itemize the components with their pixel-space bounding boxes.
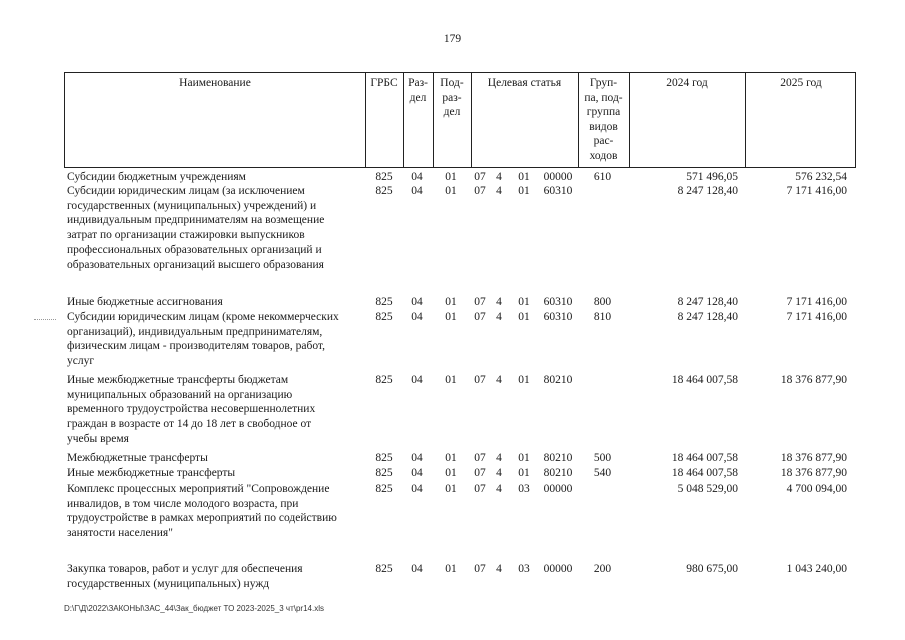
grbs-cell: 825 <box>375 483 393 495</box>
row-name: Иные межбюджетные трансферты бюджетам муниципальных образований на организацию временного трудоустройства несовершеннолетних граждан в возрасте от 14 до 18 лет в свободное от учебы время <box>67 374 316 445</box>
amount-2025: 576 232,54 <box>795 171 847 183</box>
header-podrazdel: Под- раз- дел <box>440 77 464 119</box>
target-part-4: 00000 <box>543 483 573 495</box>
grbs-cell: 825 <box>375 452 393 464</box>
scan-artifact <box>34 319 56 322</box>
target-part-2: 4 <box>496 171 502 183</box>
podrazdel-cell: 01 <box>445 296 457 308</box>
amount-2025: 18 376 877,90 <box>780 374 847 386</box>
row-name: Субсидии юридическим лицам (за исключением государственных (муниципальных) учреждений) и индивидуальным предпринимателям на возмещение затрат по организации стажировки выпускников профессиональных образовательных организаций и образовательных организаций высшего образования <box>67 185 325 271</box>
target-part-2: 4 <box>496 311 502 323</box>
podrazdel-cell: 01 <box>445 374 457 386</box>
grbs-cell: 825 <box>375 311 393 323</box>
group-cell: 810 <box>593 311 612 323</box>
amount-2024: 980 675,00 <box>686 563 738 575</box>
target-part-1: 07 <box>474 483 486 495</box>
amount-2024: 5 048 529,00 <box>677 483 738 495</box>
group-cell: 200 <box>593 563 612 575</box>
amount-2024: 18 464 007,58 <box>671 467 738 479</box>
row-name: Межбюджетные трансферты <box>67 452 208 464</box>
target-part-3: 01 <box>518 452 530 464</box>
target-part-2: 4 <box>496 452 502 464</box>
amount-2024: 571 496,05 <box>686 171 738 183</box>
target-part-1: 07 <box>474 374 486 386</box>
target-part-4: 60310 <box>543 185 573 197</box>
target-part-4: 80210 <box>543 467 573 479</box>
table-header <box>64 72 856 168</box>
header-expense-group: Груп- па, под- группа видов рас- ходов <box>584 77 623 162</box>
group-cell: 500 <box>593 452 612 464</box>
grbs-cell: 825 <box>375 185 393 197</box>
amount-2025: 18 376 877,90 <box>780 467 847 479</box>
podrazdel-cell: 01 <box>445 452 457 464</box>
header-target-article: Целевая статья <box>487 77 562 89</box>
amount-2025: 7 171 416,00 <box>786 311 847 323</box>
row-name: Иные межбюджетные трансферты <box>67 467 236 479</box>
target-part-3: 01 <box>518 311 530 323</box>
podrazdel-cell: 01 <box>445 483 457 495</box>
group-cell: 800 <box>593 296 612 308</box>
target-part-1: 07 <box>474 296 486 308</box>
target-part-2: 4 <box>496 296 502 308</box>
row-name: Закупка товаров, работ и услуг для обеспечения государственных (муниципальных) нужд <box>67 563 303 590</box>
row-name: Субсидии юридическим лицам (кроме некоммерческих организаций), индивидуальным предпринимателям, физическим лицам - производителям товаров, работ, услуг <box>67 311 339 368</box>
target-part-3: 01 <box>518 171 530 183</box>
amount-2024: 8 247 128,40 <box>677 311 738 323</box>
podrazdel-cell: 01 <box>445 563 457 575</box>
row-name: Иные бюджетные ассигнования <box>67 296 223 308</box>
razdel-cell: 04 <box>411 296 423 308</box>
target-part-3: 03 <box>518 563 530 575</box>
razdel-cell: 04 <box>411 374 423 386</box>
amount-2025: 7 171 416,00 <box>786 185 847 197</box>
podrazdel-cell: 01 <box>445 185 457 197</box>
razdel-cell: 04 <box>411 185 423 197</box>
grbs-cell: 825 <box>375 171 393 183</box>
target-part-2: 4 <box>496 563 502 575</box>
target-part-2: 4 <box>496 467 502 479</box>
target-part-3: 01 <box>518 296 530 308</box>
target-part-4: 80210 <box>543 374 573 386</box>
razdel-cell: 04 <box>411 483 423 495</box>
razdel-cell: 04 <box>411 171 423 183</box>
amount-2025: 1 043 240,00 <box>786 563 847 575</box>
target-part-3: 01 <box>518 185 530 197</box>
razdel-cell: 04 <box>411 563 423 575</box>
group-cell: 540 <box>593 467 612 479</box>
amount-2024: 18 464 007,58 <box>671 374 738 386</box>
header-2024: 2024 год <box>666 77 708 89</box>
grbs-cell: 825 <box>375 374 393 386</box>
target-part-4: 60310 <box>543 296 573 308</box>
razdel-cell: 04 <box>411 467 423 479</box>
grbs-cell: 825 <box>375 563 393 575</box>
row-name: Комплекс процессных мероприятий "Сопровождение инвалидов, в том числе молодого возраста, при трудоустройстве в рамках мероприятий по содействию занятости населения" <box>67 483 337 540</box>
grbs-cell: 825 <box>375 296 393 308</box>
target-part-4: 00000 <box>543 171 573 183</box>
target-part-3: 01 <box>518 374 530 386</box>
razdel-cell: 04 <box>411 311 423 323</box>
target-part-1: 07 <box>474 171 486 183</box>
file-path-footer: D:\Г\Д\2022\ЗАКОНЫ\ЗАС_44\Зак_бюджет ТО 2023-2025_3 чт\pr14.xls <box>64 604 324 613</box>
amount-2025: 7 171 416,00 <box>786 296 847 308</box>
podrazdel-cell: 01 <box>445 467 457 479</box>
header-razdel: Раз- дел <box>408 77 428 104</box>
row-name: Субсидии бюджетным учреждениям <box>67 171 246 183</box>
page-number: 179 <box>443 33 462 45</box>
target-part-4: 60310 <box>543 311 573 323</box>
target-part-1: 07 <box>474 311 486 323</box>
target-part-4: 00000 <box>543 563 573 575</box>
amount-2025: 18 376 877,90 <box>780 452 847 464</box>
header-2025: 2025 год <box>780 77 822 89</box>
target-part-4: 80210 <box>543 452 573 464</box>
target-part-3: 03 <box>518 483 530 495</box>
amount-2025: 4 700 094,00 <box>786 483 847 495</box>
header-grbs: ГРБС <box>370 77 398 89</box>
amount-2024: 8 247 128,40 <box>677 296 738 308</box>
header-name: Наименование <box>179 77 251 89</box>
target-part-1: 07 <box>474 185 486 197</box>
target-part-1: 07 <box>474 563 486 575</box>
target-part-1: 07 <box>474 452 486 464</box>
podrazdel-cell: 01 <box>445 171 457 183</box>
grbs-cell: 825 <box>375 467 393 479</box>
group-cell: 610 <box>593 171 612 183</box>
target-part-2: 4 <box>496 185 502 197</box>
amount-2024: 18 464 007,58 <box>671 452 738 464</box>
target-part-2: 4 <box>496 483 502 495</box>
razdel-cell: 04 <box>411 452 423 464</box>
target-part-1: 07 <box>474 467 486 479</box>
amount-2024: 8 247 128,40 <box>677 185 738 197</box>
target-part-2: 4 <box>496 374 502 386</box>
target-part-3: 01 <box>518 467 530 479</box>
podrazdel-cell: 01 <box>445 311 457 323</box>
